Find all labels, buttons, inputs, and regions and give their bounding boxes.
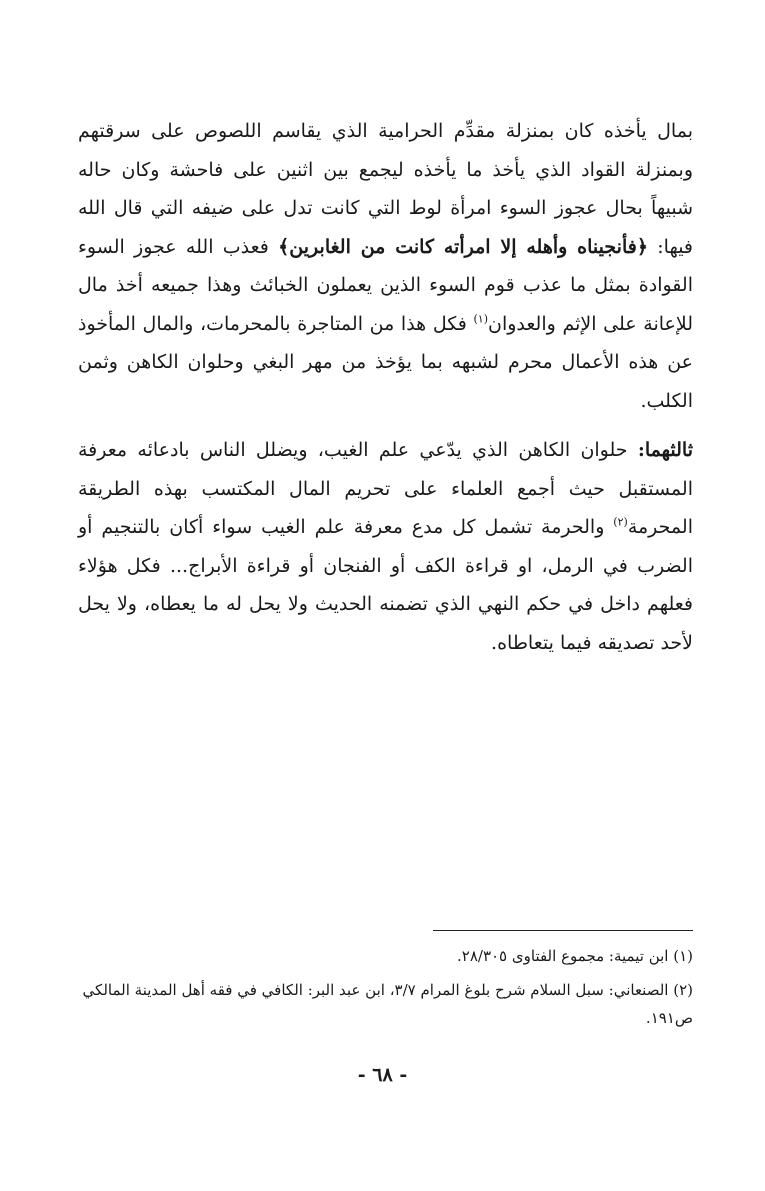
footnote-ref-2[interactable]: (٢) bbox=[613, 515, 628, 529]
paragraph-2-heading: ثالثهما: bbox=[637, 439, 693, 461]
paragraph-2-part-2: والحرمة تشمل كل مدع معرفة علم الغيب سواء أكان بالتنجيم أو الضرب في الرمل، او قراءة الكف أو الفنجان أو قراءة الأبراج... فكل هؤلاء فعلهم داخل في حكم النهي الذي تضمنه الحديث ولا يحل له ما يعطاه، ولا يحل لأحد تصديقه فيما يتعاطاه. bbox=[78, 516, 693, 654]
footnote-1: (١) ابن تيمية: مجموع الفتاوى ٢٨/٣٠٥. bbox=[457, 947, 693, 965]
footnote-ref-1[interactable]: (١) bbox=[473, 312, 488, 326]
main-text bbox=[78, 112, 693, 662]
paragraph-1-part-3: فكل هذا من المتاجرة بالمحرمات، والمال المأخوذ عن هذه الأعمال محرم لشبهه بما يؤخذ من مهر البغي وحلوان الكاهن وثمن الكلب. bbox=[78, 312, 693, 412]
paragraph-2 bbox=[78, 431, 693, 662]
page-number: - ٦٨ - bbox=[357, 1064, 408, 1086]
quran-verse: ﴿فأنجيناه وأهله إلا امرأته كانت من الغابرين﴾ bbox=[278, 235, 648, 258]
paragraph-2-part-1: حلوان الكاهن الذي يدّعي علم الغيب، ويضلل الناس بادعائه معرفة المستقبل حيث أجمع العلماء على تحريم المال المكتسب بهذه الطريقة المحرمة bbox=[78, 439, 693, 538]
paragraph-1-part-1: بمال يأخذه كان بمنزلة مقدِّم الحرامية الذي يقاسم اللصوص على سرقتهم وبمنزلة القواد الذي يأخذ ما يأخذه ليجمع بين اثنين على فاحشة وكان حاله شبيهاً بحال عجوز السوء امرأة لوط التي كانت تدل على ضيفه التي قال الله فيها: bbox=[78, 120, 694, 258]
footnotes bbox=[78, 942, 693, 1032]
footnote-2: (٢) الصنعاني: سبل السلام شرح بلوغ المرام ٣/٧، ابن عبد البر: الكافي في فقه أهل المدينة المالكي ص١٩١. bbox=[82, 981, 693, 1027]
paragraph-1-part-2: فعذب الله عجوز السوء القوادة بمثل ما عذب قوم السوء الذين يعملون الخبائث وهذا جميعه أخذ مال للإعانة على الإثم والعدوان bbox=[78, 235, 693, 335]
paragraph-1 bbox=[78, 112, 693, 420]
footnote-divider bbox=[433, 930, 693, 931]
